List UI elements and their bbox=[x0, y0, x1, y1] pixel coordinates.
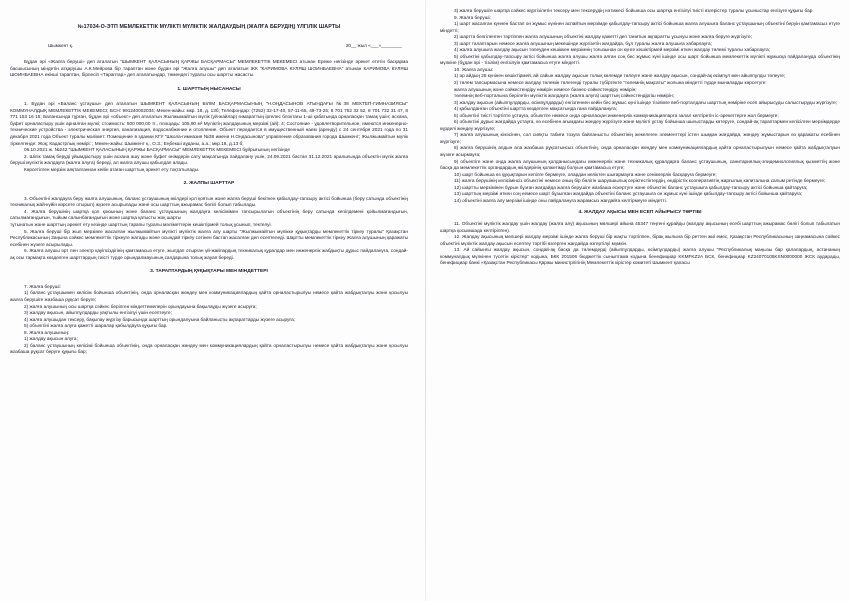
page-right bbox=[440, 0, 840, 601]
s2-paragraph-1: 3. Объектіні жалдауға беру жалға алушының, баланс ұстаушының өкілдері қол қоятын және жалға беруші бекіткен қабылдау-тапсыру актісі бойынша (беру сатында объектінің техникалық жай-күйін көрсете отырып) жүзеге асырылады және осы шарттың ажырамас бөлігі болып табылады. bbox=[10, 195, 408, 208]
r-item-10: 2) төлем тапсырмасына немесе жалдау төлемін төлегенді туралы түбіртекте "төлемнің мақсаты" жолына міндетті түрде мыналарды көрсетуге: bbox=[454, 80, 767, 86]
r-item-22: 12) шартты мерзімінен бұрын бұзған жағдайда жалға берушіге жазбаша ескертуге және объектіні баланс ұстаушыға қабылдау-тапсыру актісі бойынша қайтаруға; bbox=[454, 184, 808, 190]
s2-paragraph-4: 5. Жалға беруші бір жыл мерзімге жасалған жылжымайтын мүлікті мүліктік жалға алу шарты "Жылжымайтын мүлікке құқықтарды мемлекеттік тіркеу туралы" Қазақстан Республикасының Заңына сәйкес мемлекеттік тіркеуге жатады және осындай тіркеу сәтінен бастап жасалған деп есептеледі. Шартты мемлекеттік тіркеу Жалға алушының қаражаты есебінен жүзеге асырылады. bbox=[10, 228, 408, 247]
r-item-7: 5) объектіні қабылдау-тапсыру актісі бойынша жалға алушы жалға алған соң бес жұмыс күні ішінде осы шарт бойынша мемлекеттік мүлікті жұмысқа пайдалануда объектінің мүлкіне (бұдан әрі - тізілім) енгізілуін қамтамасыз етуге міндетті. bbox=[440, 53, 840, 66]
r-item-3: 1) шарт жасалған күннен бастап он жұмыс күнінен аспайтын мерзімде қабылдау-тапсыру актісі бойынша жалға алушыға баланс ұстаушының объектіні беруін қамтамасыз етуге міндетті; bbox=[440, 21, 840, 33]
s1-paragraph-2: 06.10.2021 ж. №242 "ШЫМКЕНТ ҚАЛАСЫНЫҢ ҚАРЖЫ БАСҚАРМАСЫ" МЕМЛЕКЕТТІК МЕКЕМЕСІ бұйрығының негізінде bbox=[24, 147, 290, 153]
s3-item-3: 2) жалға алушының осы шартқа сәйкес берілген міндеттемелерін орындауына бақылауды жүзеге асыруға; bbox=[24, 303, 257, 309]
s3-item-6: 5) объектіні жалға алуға қажетті шаралар қабылдауға құқығы бар. bbox=[24, 323, 168, 329]
section-2-title: 2. ЖАЛПЫ ШАРТТАР bbox=[183, 181, 235, 187]
r-item-23: 13) шарттың мерзімі өткен соң немесе шарт бұзылған жағдайда объектіні баланс ұстаушыға он жұмыс күні ішінде қабылдау-тапсыру актісі бойынша қайтаруға; bbox=[454, 191, 803, 197]
s2-paragraph-3: тұтынатын және шарттың әрекет ету кезінде шарттың тарапы туралы мәліметтерін кешіктірмей толық ұсынып, тектелуі. bbox=[10, 222, 272, 228]
r-item-8: 10. Жалға алушы: bbox=[454, 66, 494, 72]
s1-paragraph-1: 1. Бұдан әрі «Баланс ұстаушы» деп аталатын ШЫМКЕНТ ҚАЛАСЫНЫҢ БІЛІМ БАСҚАРМАСЫНЫҢ "Н.ОҢДАСЫНОВ АТЫНДАҒЫ №38 МЕКТЕП-ГИМНАЗИЯСЫ" КОММУНАЛДЫҚ МЕМЛЕКЕТТІК МЕКЕМЕСІ; БСН: 991240002034; Мекен-жайы: мкр. 18, д. 13б; Телефондар: (7252) 32-17-40, 57-11-65, 49-73-25; 8 701 752 32 52, 8 701 732 31 47, 8 771 153 16 15; Балансында тұрған, бұдан әрі «объект» деп аталатын Жылжымайтын мүлік (үй-жайлар) ғимараттың іргелес блоктағы 1-ші қабатында орналасқан тамақ үшін; асхана, буфет орналастыру үшін арналған мүлкі; стоимость: 500 000,00 тг., площадь: 105,90 м² Мүліктің жалдауының мерзімі (ай): 4; Состояние - удовлетворительное, имеются инженерно-технические устройства - электрическая энергия, канализация, водоснабжение и отопление. Объект передается в имущественный наем (аренду) с 24 сентября 2021 года по 31 декабря 2021 года Объект туралы мәлімет: Помещение в здании КГУ "Школа-гимназия №38 имени Н.Ондасынова" управления образования города Шымкент; Жылжымайтын мүлік тіркелгенде: Жоқ; Кадастрлық нөмірі: ; Мекен-жайы: Шымкент қ., О.З.; Еңбекші ауданы, а.а.; мкр.18, д.13 б; bbox=[10, 101, 408, 146]
section-1-title: 1. ШАРТТЫҢ НЫСАНАСЫ bbox=[177, 86, 241, 92]
s3-item-1: 7. Жалға беруші: bbox=[24, 283, 61, 289]
place-date-line bbox=[10, 43, 408, 50]
r-item-21: 11) жалға берушінің келісімінсіз объектіні немесе оның бір бөлігін шаруашылық серіктестіктердің, өндірістік кооперативтің жарғылық капиталына салым ретінде бермеуге; bbox=[454, 178, 826, 184]
r-item-1: 3) жалға берушіге шартқа сәйкес жүргізілетін тексеру мен тексерудің нәтижесі бойынша осы шартқа енгізілуі тиісті өзгерістер туралы ұсыныстар енгізуге құқығы бар. bbox=[454, 8, 814, 13]
s2-paragraph-2: 4. Жалға берушінің шартқа қол қоюының және баланс ұстаушының жалдауға келісімімен тапсырылатын объектінің беру сатында кепілдемені қойылмағандығын, сатылмағандығын, тыйым салынбағандығын және шартқа қатысты жоқ шарты bbox=[10, 208, 408, 221]
r-item-5: 3) шарт талаптарын немесе жалға алушының мекешінде жүргізетін жағдайда, бұл туралы жалға алушыға хабарлауға; bbox=[454, 40, 712, 46]
r-item-6: 4) жалға алушыға жалдау ақысын төлеуден кешіккен мерзімнің тоғызынан он күнге кешіктірмей мерзімі өткен жалдау төлемі туралы хабарлауға; bbox=[454, 47, 771, 53]
r-item-19: 9) объектіге және онда жалға алушының қолданысындағы инженерлік және техникалық құралдарға баланс ұстаушының, санитариялық-эпидемиологиялық қызметтің және басқа да мемлекеттік органдардың өкілдерінің қолжетімді болуын қамтамасыз етуге; bbox=[440, 158, 840, 171]
page-left bbox=[10, 0, 408, 601]
s3-item-5: 4) жалға алушыдан тексеру, бақылау жүргізу барысында шарттың орындалуына байланысты ақпараттарды жүзеге асыруға; bbox=[24, 316, 295, 322]
s3-item-2: 1) баланс ұстаушымен келісім бойынша объектінің, онда орналасқан жөндеу мен коммуникациялардың қайта орналастырылуы немесе қайта жабдықталуы және қосылуы жалға берушіге жазбаша рұқсат беруге; bbox=[10, 290, 408, 302]
s3-item-9: 2) баланс ұстаушының келісімі бойынша объектінің, онда орналасқан жөндеу мен коммуникациялардың қайта орналастырылуы немесе қайта жабдықталуы және қосылуы жазбаша рұқсат беруге құқығы бар; bbox=[10, 342, 408, 355]
s4-paragraph-1: 11. Объектіні мүліктік жалдау үшін жалдау (жалға алу) ақысының мөлшері айына 45347 теңгені құрайды (жалдау ақысының есебі шарттың ажырамас бөлігі болып табылатын шартқа қосымшада келтірілген). bbox=[440, 220, 840, 233]
r-item-20: 10) шарт бойынша өз құқықтарын кепілге бермеуге, олардан иеліктен шығармауға және сенімгерлік басқаруға бермеуге; bbox=[454, 171, 717, 177]
r-item-18: 8) жалға берушінің алдын ала жазбаша рұқсатынсыз объектінің, онда орналасқан жөндеу мен коммуникациялардың қайта орналастырылуын немесе қайта жабдықталуын жүзеге асырмауға; bbox=[440, 145, 840, 158]
contract-place: Шымкент қ. bbox=[48, 42, 73, 48]
r-item-4: 2) шартта белгіленген тәртіппен жалға алушының объектіні жалдау қажетті деп танитын ақпаратты ұсынуы және жалға беруге жүргізуге; bbox=[454, 34, 752, 40]
r-item-24: 14) объектіні жалға алу мерзімі ішінде оны пайдалануға жарамсыз жағдайға келтірмеуге міндетті. bbox=[454, 197, 667, 203]
s2-paragraph-5: 6. Жалға алушы әрт пен электр қауіпсіздігінің қамтамасыз етуге, жылдап отырған үй-жайлардың техникалық құралдар мен инженерлік жабдықты дұрыс пайдалануға, сондай-ақ осы тармақта көзделген шарттардың тиісті түрде орындалмауының салдарына толық жауап береді. bbox=[10, 248, 408, 260]
s3-item-8: 1) жалдау ақысын алуға; bbox=[24, 336, 78, 342]
s3-item-4: 3) жалдау ақысын, айыппұлдарды уақтылы енгізілуі үшін есептеуге; bbox=[24, 310, 172, 316]
s1-paragraph-4: Көрсетілген мерзім аяқталғаннан кейін атаған шарттың әрекет ету тоқтатылады. bbox=[24, 166, 200, 172]
page-fold bbox=[425, 0, 426, 601]
r-item-12: төлемнің веб-порталына берілетін мүліктік жалдауға (жалға алуға) шарттың сәйкестендіргіш нөмірін; bbox=[454, 93, 674, 99]
r-item-16: 6) объектіні дұрыс жағдайда ұстауға, өз есебінен ағымдағы жөндеу жүргізуге және мүлікті ұстау бойынша шығыстарды көтеруге, сондай-ақ тараптармен келісілген мерзімдерде күрделі жөндеу жүргізуге; bbox=[440, 119, 840, 131]
r-item-13: 3) жалдау ақысын (айыппұлдарды, өсімпұлдарды) енгізгеннен кейін бес жұмыс күні ішінде тізілімге веб-порталдағы шарттың нөміріне есеп айырысуды салыстыруды жүргізуге; bbox=[454, 99, 838, 105]
r-item-11: жалға алушының және сәйкестендіру нөмірін немесе бизнес-сәйкестендіру нөмірін; bbox=[454, 86, 637, 92]
r-item-14: 4) қабылданған объектіні шартта көзделген мақсатында ғана пайдалануға; bbox=[454, 106, 617, 112]
r-item-15: 5) объектіні тиісті тәртіпте ұстауға, объектіге немесе онда орналасқан инженерлік коммуникацияларға залал келтіретін іс-әрекеттерге жол бермеуге; bbox=[454, 112, 779, 118]
document-title: №17034-О-ЭТП МЕМЛЕКЕТТІК МҮЛІКТІ МҮЛІКТІК ЖАЛДАУДЫҢ (ЖАЛҒА БЕРУДІҢ) ҮЛГІЛІК ШАРТЫ bbox=[77, 24, 341, 30]
s1-paragraph-3: 2. Шілік тамақ беруді ұйымдастыру үшін асхана ашу және буфет өнімдерін сату мақсатында пайдалану үшін, 24.09.2021 бастап 31.12.2021 аралығында объектін мүлік жалға беруші мүліктік жалдауға (жалға алуға) береді, ал жалға алушы қабылдап алады. bbox=[10, 153, 408, 166]
section-4-title: 4. ЖАЛДАУ АҚЫСЫ МЕН ЕСЕП АЙЫРЫСУ ТӘРТІБІ bbox=[578, 210, 702, 216]
s4-paragraph-2: 12. Жалдау ақысының мөлшері жалдау мерзімі ішінде жалға беруші бір жақты тәртіппен, бірақ жылына бір реттен жиі емес, Қазақстан Республикасының заңнамасына сәйкес объектіні мүліктік жалдау ақысын есептеу тәртібі өзгерген жағдайда өзгертілуі мүмкін. bbox=[440, 234, 840, 246]
contract-date: 20__ жыл «___»________ bbox=[345, 42, 402, 48]
s4-paragraph-3: 13. Ай сайынғы жалдау ақысын, сондай-ақ басқа да төлемдерді (айыппұлдарды, өсімпұлдарды) жалға алушы "Республикалық маңызы бар қалалардың, астананың коммуналдық мүлкінен түсетін кірістер" кодына, БКК 201506 бюджеттік сыныптама кодына бенефициар KKMFKZ2A БСК, бенефициар KZ24070105KSN0000000 ЖСК аударады, бенефициар банкі «Қазақстан Республикасы Қаржы министрлігінің Мемлекеттік кірістер комитеті Шымкент қаласы bbox=[440, 247, 840, 266]
preamble-paragraph: Бұдан әрі «Жалға беруші» деп аталатын "ШЫМКЕНТ ҚАЛАСЫНЫҢ ҚАРЖЫ БАСҚАРМАСЫ" МЕМЛЕКЕТТІК МЕКЕМЕСІ атынан Ереже негізінде әрекет ететін басқарма басшысының міндетін атқарушы А.К.Мейрова бір тараптан және бұдан әрі "Жалға алушы" деп аталатын ЖК "КАРИМОВА КУЛЯШ ШОИНБАЕВНА" атынан КАРИМОВА КУЛЯШ ШОИНБАЕВНА екінші тараптан, бірлесіп «Тараптар» деп аталатындар, төмендегі туралы осы шартты жасасты. bbox=[10, 59, 408, 78]
section-3-title: 3. ТАРАПТАРДЫҢ ҚҰҚЫҚТАРЫ МЕН МІНДЕТТЕРІ bbox=[150, 269, 268, 275]
s3-item-7: 8. Жалға алушының: bbox=[24, 329, 70, 335]
r-item-9: 1) әр айдың 25 күнінен кешіктірмей, ай сайын жалдау ақысын толық көлемде төлеуге және жалдау ақысын, сондай-ақ өсімпұл мен айыппұлды төлеуге; bbox=[454, 73, 786, 79]
r-item-17: 7) жалға алушының кінәсінен, сол сияқты табиғи тозуға байланысты объектінің жекелеген элементтері істен шыққан жағдайда, жөндеу жұмыстарын өз қаражаты есебінен жүргізуге; bbox=[440, 132, 840, 144]
r-item-2: 9. Жалға беруші: bbox=[454, 14, 491, 20]
